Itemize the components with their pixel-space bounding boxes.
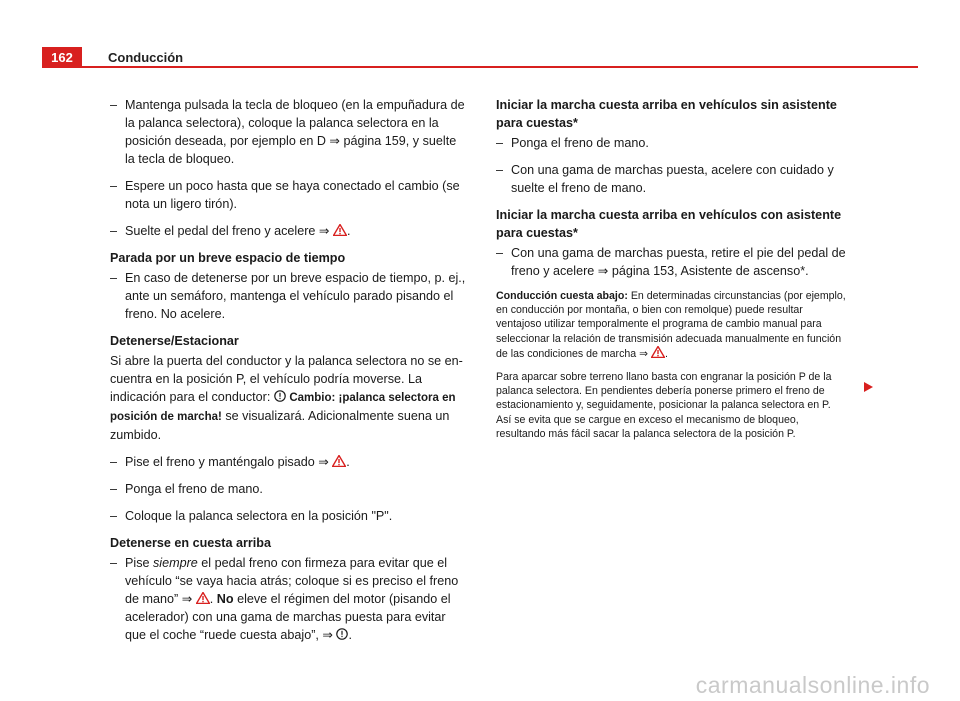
note-end: . — [664, 347, 668, 360]
item-end: . — [348, 628, 352, 642]
warning-triangle-icon[interactable] — [651, 346, 665, 358]
dash-bullet: – — [110, 271, 118, 285]
subheading: Parada por un breve espacio de tiempo — [110, 251, 346, 265]
list-item — [496, 161, 848, 197]
dash-bullet: – — [496, 163, 504, 177]
page-number: 162 — [42, 47, 82, 68]
item-text-mid: el pedal freno con firmeza para evitar que el vehículo “se vaya hacia atrás; coloque si es preciso el freno de mano” ⇒ — [125, 556, 459, 606]
dash-bullet: – — [110, 509, 118, 523]
item-text: Espere un poco hasta que se haya conectado el cambio (se nota un ligero tirón). — [125, 179, 460, 211]
dash-bullet: – — [110, 98, 118, 112]
subheading: Iniciar la marcha cuesta arriba en vehículos con asistente para cuestas* — [496, 208, 842, 240]
item-text-italic: siempre — [153, 556, 198, 570]
page-header — [0, 0, 960, 70]
note-paragraph — [496, 370, 848, 441]
list-item — [110, 269, 466, 323]
para-text: Si abre la puerta del conductor y la palanca selectora no se encuentra en la posición P, el vehículo podría moverse. La indicación para el conductor: — [110, 354, 463, 404]
list-item — [496, 134, 848, 152]
list-item: – Pise siempre el pedal freno con firmeza para evitar que el vehículo “se vaya hacia atrás; coloque si es preciso el freno de mano” ⇒ . No eleve el régimen del motor (pisando el acelerador) con una gama de marchas puesta para evitar que el coche “ruede cuesta abajo”, ⇒ . — [110, 556, 459, 642]
list-item — [110, 177, 466, 213]
item-text: Coloque la palanca selectora en la posición "P". — [125, 509, 393, 523]
right-column — [496, 96, 848, 450]
header-rule — [82, 66, 918, 68]
dash-bullet: – — [110, 482, 118, 496]
dash-bullet: – — [110, 224, 118, 238]
warning-triangle-icon[interactable] — [196, 592, 210, 604]
list-item — [496, 244, 848, 280]
dash-bullet: – — [496, 136, 504, 150]
warning-triangle-icon[interactable] — [332, 455, 346, 467]
list-item — [110, 222, 466, 240]
item-text: Pise el freno y manténgalo pisado ⇒ — [125, 455, 329, 469]
paragraph — [110, 352, 466, 444]
info-circle-icon — [274, 390, 286, 402]
left-column — [110, 96, 466, 653]
list-item — [110, 507, 466, 525]
item-text: Ponga el freno de mano. — [511, 136, 649, 150]
para-text-end: se visualizará. Adicionalmente suena un zumbido. — [110, 409, 450, 442]
dash-bullet: – — [496, 246, 504, 260]
note-title: Conducción cuesta abajo: — [496, 290, 628, 302]
item-text: Suelte el pedal del freno y acelere ⇒ — [125, 224, 330, 238]
watermark: carmanualsonline.info — [695, 672, 930, 698]
note-paragraph — [496, 289, 848, 361]
warning-triangle-icon[interactable] — [333, 224, 347, 236]
item-text: Mantenga pulsada la tecla de bloqueo (en la empuñadura de la palanca selectora), coloque la palanca selectora en la posición deseada, por ejemplo en D ⇒ página 159, y suelte la tecla de bloqueo. — [125, 98, 465, 166]
item-text: Con una gama de marchas puesta, acelere con cuidado y suelte el freno de mano. — [511, 163, 834, 195]
item-text-bold: No — [216, 592, 234, 606]
caution-circle-icon[interactable] — [336, 628, 348, 640]
list-item — [110, 453, 466, 471]
item-end: . — [346, 455, 350, 469]
item-text: Ponga el freno de mano. — [125, 482, 263, 496]
list-item — [110, 480, 466, 498]
item-text-pre: Pise — [125, 556, 150, 570]
subheading: Detenerse en cuesta arriba — [110, 536, 272, 550]
dash-bullet: – — [110, 455, 118, 469]
subheading: Detenerse/Estacionar — [110, 334, 239, 348]
section-title: Conducción — [108, 50, 184, 65]
item-end: . — [346, 224, 351, 238]
item-text: En caso de detenerse por un breve espacio de tiempo, p. ej., ante un semáforo, mantenga el vehículo parado pisando el freno. No acelere. — [125, 271, 466, 321]
dash-bullet: – — [110, 556, 118, 570]
note-text: Para aparcar sobre terreno llano basta con engranar la posición P de la palanca selectora. En pendientes debería ponerse primero el freno de estacionamiento y, seguidamente, posicionar la palanca selectora en P. Así se evita que se cargue en exceso el mecanismo de bloqueo, resultando más fácil sacar la palanca selectora de la posición P. — [496, 371, 832, 440]
note-text: En determinadas circunstancias (por ejemplo, en conducción por montaña, o bien con remolque) puede resultar ventajoso utilizar temporalmente el programa de cambio manual para seleccionar la relación de transmisión adecuada manualmente en función de las condiciones de marcha ⇒ — [496, 290, 846, 360]
display-message: Cambio: ¡palanca selectora en posición de marcha! — [110, 392, 456, 423]
continue-arrow-icon[interactable] — [864, 382, 873, 392]
subheading: Iniciar la marcha cuesta arriba en vehículos sin asistente para cuestas* — [496, 98, 837, 130]
item-text: Con una gama de marchas puesta, retire el pie del pedal de freno y acelere ⇒ página 153, Asistente de ascenso*. — [511, 246, 846, 278]
list-item — [110, 96, 466, 168]
item-text-post: eleve el régimen del motor (pisando el acelerador) con una gama de marchas puesta para evitar que el coche “ruede cuesta abajo”, ⇒ — [125, 592, 451, 642]
dash-bullet: – — [110, 179, 118, 193]
